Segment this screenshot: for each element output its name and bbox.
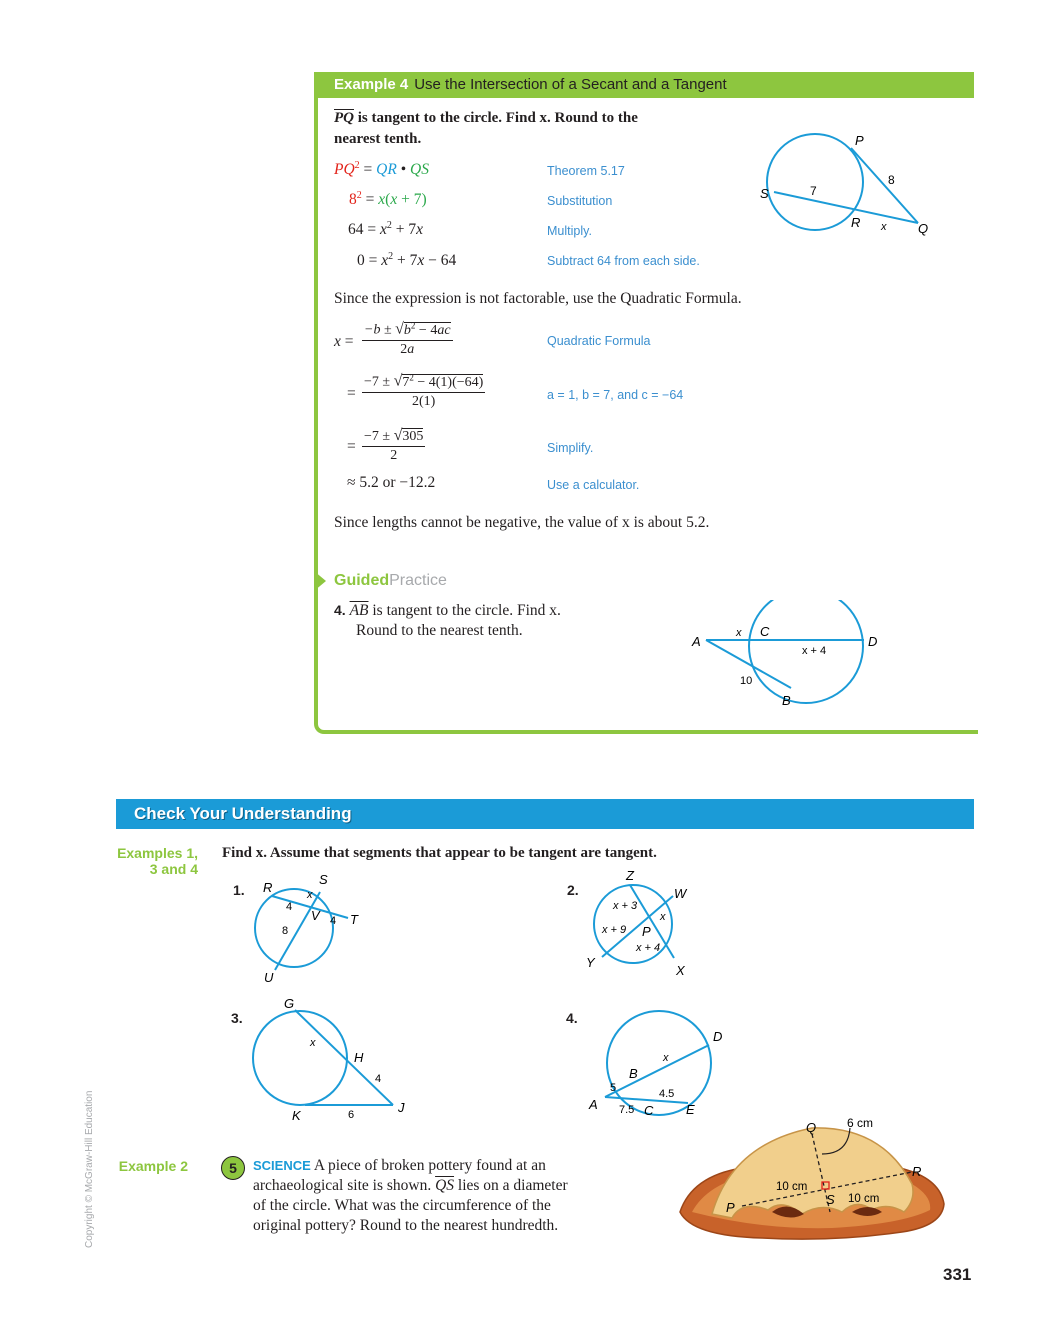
check-title: Check Your Understanding <box>134 804 352 823</box>
secant-line <box>295 1010 393 1105</box>
simplify-equals: = <box>347 438 356 455</box>
label-p: P <box>855 133 864 148</box>
guided-diagram <box>688 600 888 712</box>
step-3-reason: Multiply. <box>547 224 592 238</box>
label-e: E <box>686 1102 695 1117</box>
label-8: 8 <box>282 925 289 937</box>
sub-fraction: $\frac{-7 \pm √7^2 - 4(1)(-64)}{2(1)}$ <box>364 372 484 409</box>
segment-qs: $\overline{QS}$ <box>435 1177 455 1194</box>
problem-line-2: nearest tenth. <box>334 131 422 147</box>
qf-x-equals: x = <box>334 333 354 350</box>
conclusion: Since lengths cannot be negative, the value of x is about 5.2. <box>334 514 710 531</box>
ex5-text-2b: lies on a diameter <box>457 1177 568 1194</box>
label-h: H <box>354 1050 364 1065</box>
guided-label: Guided <box>334 572 390 589</box>
label-5: 5 <box>610 1082 617 1094</box>
ex3-diagram <box>250 994 420 1124</box>
ex5-line-3: of the circle. What was the circumference of the <box>253 1197 551 1214</box>
side-example-2: Example 2 <box>118 1158 188 1174</box>
ex3-num: 3. <box>231 1010 243 1026</box>
ex5-line-4: original pottery? Round to the nearest hundredth. <box>253 1217 559 1234</box>
sub-equals: = <box>347 385 356 402</box>
label-d: D <box>868 634 878 649</box>
label-4: 4 <box>375 1073 382 1085</box>
ex1-num: 1. <box>233 882 245 898</box>
label-x: x <box>736 627 742 639</box>
page-number: 331 <box>943 1265 972 1284</box>
label-v: V <box>311 908 320 923</box>
sub-reason: a = 1, b = 7, and c = −64 <box>547 388 684 402</box>
label-w: W <box>674 886 687 901</box>
example-title: Use the Intersection of a Secant and a Tangent <box>414 76 727 93</box>
label-x: x <box>307 889 313 901</box>
label-10cm-right: 10 cm <box>848 1193 880 1205</box>
label-x-plus-9: x + 9 <box>602 924 627 936</box>
label-r: R <box>263 880 273 895</box>
label-y: Y <box>586 955 595 970</box>
label-x: x <box>663 1052 669 1064</box>
label-x: x <box>310 1037 316 1049</box>
label-c: C <box>760 624 770 639</box>
label-x-var: x <box>660 911 666 923</box>
side-examples-a: Examples 1, <box>117 845 198 861</box>
copyright: Copyright © McGraw-Hill Education <box>84 1090 95 1248</box>
label-r: R <box>912 1164 922 1179</box>
label-c: C <box>644 1103 654 1118</box>
example-tag: Example 4 <box>334 76 409 93</box>
circle <box>767 134 863 230</box>
label-s: S <box>319 872 328 887</box>
guided-problem <box>334 602 561 620</box>
check-header <box>116 799 974 829</box>
step-4-reason: Subtract 64 from each side. <box>547 254 700 268</box>
guided-arrow <box>314 571 326 591</box>
ex5-line-1 <box>253 1157 546 1175</box>
label-4-5: 4.5 <box>659 1088 675 1100</box>
qf-reason: Quadratic Formula <box>547 334 651 348</box>
label-6: 6 <box>348 1109 355 1121</box>
ex5-text-1: A piece of broken pottery found at an <box>313 1157 546 1174</box>
ex5-line-2 <box>253 1177 568 1195</box>
secant-ad <box>605 1045 709 1097</box>
ex4-num: 4. <box>566 1010 578 1026</box>
pottery-illustration <box>672 1114 952 1244</box>
side-examples-b: 3 and 4 <box>149 861 198 877</box>
label-a: A <box>589 1097 598 1112</box>
label-r: R <box>851 215 861 230</box>
example-header <box>318 72 974 98</box>
problem-statement <box>334 110 638 127</box>
side-examples <box>100 845 198 877</box>
label-a: A <box>692 634 701 649</box>
problem-line-1: is tangent to the circle. Find x. Round to the <box>357 110 638 126</box>
ex5-text-2: archaeological site is shown. <box>253 1177 432 1194</box>
step-2-equation: $8^2 = x(x + 7)$ <box>349 190 427 209</box>
label-4a: 4 <box>286 901 293 913</box>
label-10cm-left: 10 cm <box>776 1181 808 1193</box>
segment-pq: $\overline{PQ}$ <box>334 110 354 126</box>
label-x: x <box>881 221 887 233</box>
label-8: 8 <box>888 173 895 187</box>
step-1-equation: $PQ^2$ = QR • QS <box>334 160 429 179</box>
step-2-reason: Substitution <box>547 194 613 208</box>
label-z: Z <box>626 868 634 883</box>
practice-label: Practice <box>389 572 447 589</box>
guided-num: 4. <box>334 602 346 618</box>
label-b: B <box>629 1066 638 1081</box>
simplify-reason: Simplify. <box>547 441 594 455</box>
circle <box>255 889 333 967</box>
guided-line-1: is tangent to the circle. Find x. <box>372 602 561 619</box>
simplify-fraction: $\frac{-7 \pm √305}{2}$ <box>364 427 424 463</box>
label-x-point: X <box>676 963 685 978</box>
step-4-equation: $0 = x^2 + 7x - 64$ <box>357 251 457 270</box>
science-tag: SCIENCE <box>253 1158 311 1173</box>
qf-fraction: $\frac{-b \pm √b^2 - 4ac}{2a}$ <box>364 320 451 357</box>
label-t: T <box>350 912 358 927</box>
label-s: S <box>826 1192 835 1207</box>
label-b: B <box>782 693 791 708</box>
label-7-5: 7.5 <box>619 1104 635 1116</box>
label-u: U <box>264 970 274 985</box>
guided-line-2: Round to the nearest tenth. <box>356 622 523 639</box>
sentence-quadratic: Since the expression is not factorable, use the Quadratic Formula. <box>334 290 742 307</box>
step-1-reason: Theorem 5.17 <box>547 164 625 178</box>
label-d: D <box>713 1029 723 1044</box>
ex1-diagram <box>250 870 370 985</box>
ex5-badge: 5 <box>221 1156 245 1180</box>
label-p: P <box>642 924 651 939</box>
label-k: K <box>292 1108 301 1123</box>
label-j: J <box>398 1100 405 1115</box>
label-6cm: 6 cm <box>847 1116 874 1130</box>
ex2-num: 2. <box>567 882 579 898</box>
label-g: G <box>284 996 295 1011</box>
guided-heading <box>334 572 447 590</box>
example-diagram <box>750 130 940 240</box>
instructions: Find x. Assume that segments that appear to be tangent are tangent. <box>222 845 657 861</box>
label-10: 10 <box>740 675 753 687</box>
step-3-equation: $64 = x^2 + 7x$ <box>348 220 424 239</box>
circle <box>253 1011 347 1105</box>
label-s: S <box>760 186 769 201</box>
calc-value: ≈ 5.2 or −12.2 <box>347 474 436 491</box>
label-x-plus-3: x + 3 <box>613 900 638 912</box>
label-x-plus-4: x + 4 <box>636 942 661 954</box>
segment-ab: $\overline{AB}$ <box>349 602 369 619</box>
calc-reason: Use a calculator. <box>547 478 640 492</box>
label-x-plus-4: x + 4 <box>802 645 827 657</box>
ex2-diagram <box>580 866 700 981</box>
label-4b: 4 <box>330 915 337 927</box>
pottery-shard <box>712 1128 913 1218</box>
label-q: Q <box>806 1120 817 1135</box>
ex4-diagram <box>585 1005 735 1120</box>
label-7: 7 <box>810 184 817 198</box>
label-q: Q <box>918 221 929 236</box>
label-p: P <box>726 1200 735 1215</box>
